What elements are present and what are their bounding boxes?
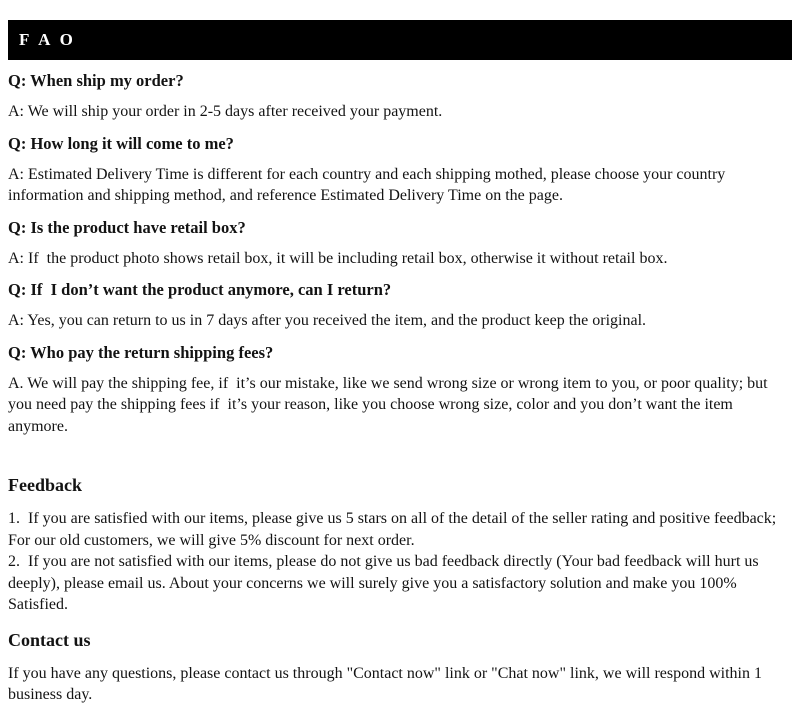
feedback-heading: Feedback	[8, 475, 82, 495]
faq-header-banner	[8, 20, 792, 60]
contact-heading: Contact us	[8, 629, 91, 650]
faq-header-title: F A O	[19, 30, 76, 49]
faq-answer: A: If the product photo shows retail box, it will be including retail box, otherwise it without retail box.	[8, 249, 668, 267]
faq-question: Q: Is the product have retail box?	[8, 217, 246, 237]
faq-question: Q: When ship my order?	[8, 71, 184, 90]
feedback-item: 1. If you are satisfied with our items, please give us 5 stars on all of the detail of the seller rating and positive feedback; For our old customers, we will give 5% discount for next order.	[8, 510, 781, 549]
contact-section	[8, 630, 792, 706]
contact-body: If you have any questions, please contact us through "Contact now" link or "Chat now" link, we will respond within 1 business day.	[8, 664, 766, 703]
faq-question: Q: If I don’t want the product anymore, can I return?	[8, 280, 392, 299]
faq-answer: A: We will ship your order in 2-5 days after received your payment.	[8, 103, 443, 120]
faq-question: Q: Who pay the return shipping fees?	[8, 342, 274, 362]
feedback-item: 2. If you are not satisfied with our items, please do not give us bad feedback directly (Your bad feedback will hurt us deeply), please email us. About your concerns we will surely give you a satisfactory solution and make you 100% Satisfied.	[8, 553, 763, 613]
faq-question: Q: How long it will come to me?	[8, 133, 234, 153]
faq-section	[8, 70, 792, 437]
faq-answer: A. We will pay the shipping fee, if it’s our mistake, like we send wrong size or wrong item to you, or poor quality; but you need pay the shipping fees if it’s your reason, like you choose wrong size, color and you don’t want the item anymore.	[8, 374, 772, 435]
faq-answer: A: Yes, you can return to us in 7 days after you received the item, and the product keep the original.	[8, 312, 647, 329]
feedback-section	[8, 475, 792, 616]
faq-answer: A: Estimated Delivery Time is different for each country and each shipping mothed, please choose your country information and shipping method, and reference Estimated Delivery Time on the page.	[8, 165, 730, 204]
